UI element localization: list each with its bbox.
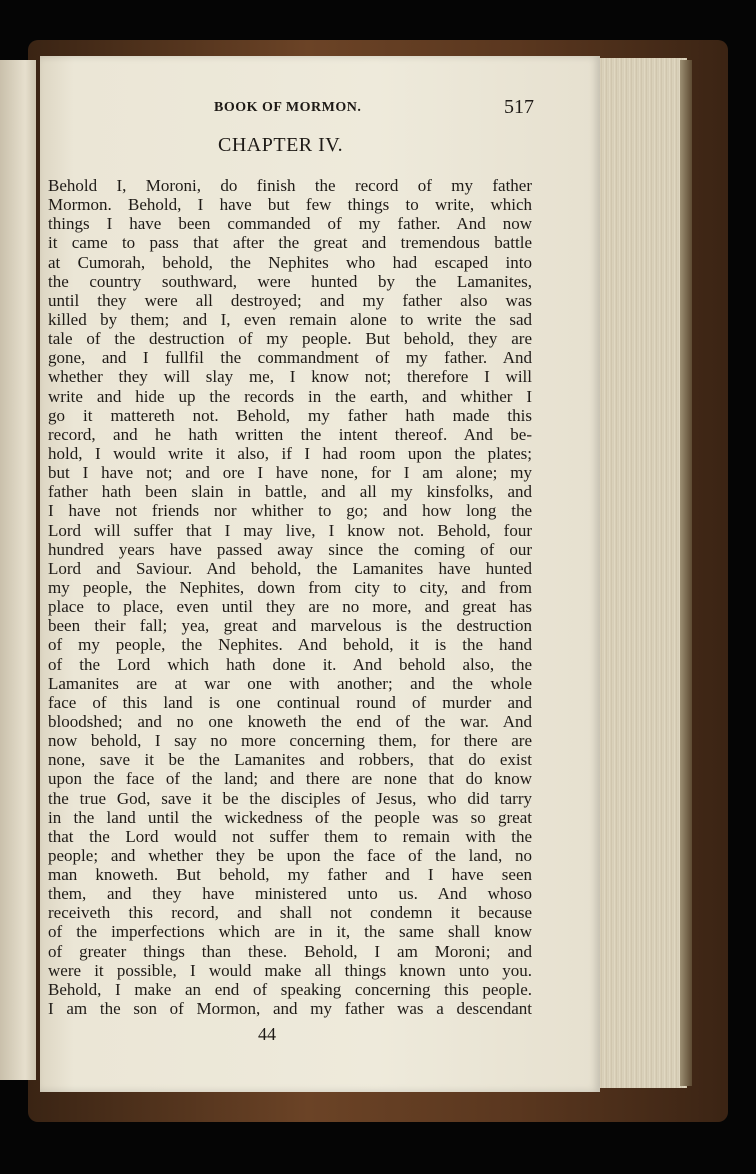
text-line: but I have not; and ore I have none, for I am alone; my [48,463,532,483]
text-line: record, and he hath written the intent thereof. And be- [48,424,532,444]
text-line: I am the son of Mormon, and my father was a descendant [48,999,532,1019]
chapter-body-text [48,176,532,1018]
text-line: in the land until the wickedness of the people was so great [48,807,532,827]
text-line: go it mattereth not. Behold, my father hath made this [48,405,532,425]
signature-mark: 44 [258,1024,276,1044]
text-line: Behold, I make an end of speaking concerning this people. [48,979,532,999]
text-line: receiveth this record, and shall not condemn it because [48,903,532,923]
text-line: father hath been slain in battle, and all my kinsfolks, and [48,482,532,502]
text-line: place to place, even until they are no more, and great has [48,597,532,617]
text-line: hold, I would write it also, if I had room upon the plates; [48,443,532,463]
chapter-title: CHAPTER IV. [218,134,344,156]
text-line: killed by them; and I, even remain alone to write the sad [48,309,532,329]
text-line: it came to pass that after the great and tremendous battle [48,233,532,253]
text-line: at Cumorah, behold, the Nephites who had escaped into [48,252,532,272]
text-line: of greater things than these. Behold, I am Moroni; and [48,941,532,961]
text-line: until they were all destroyed; and my father also was [48,290,532,310]
text-line: bloodshed; and no one knoweth the end of the war. And [48,711,532,731]
page-stack-shadow [680,60,692,1086]
text-line: Lord will suffer that I may live, I know not. Behold, four [48,520,532,540]
text-line: Lord and Saviour. And behold, the Lamanites have hunted [48,558,532,578]
text-line: write and hide up the records in the earth, and whither I [48,386,532,406]
text-line: hundred years have passed away since the coming of our [48,539,532,559]
text-line: them, and they have ministered unto us. And whoso [48,884,532,904]
text-line: the true God, save it be the disciples of Jesus, who did tarry [48,788,532,808]
text-line: none, save it be the Lamanites and robbers, that do exist [48,750,532,770]
text-line: face of this land is one continual round of murder and [48,692,532,712]
left-page-edge [0,60,36,1080]
text-line: were it possible, I would make all things known unto you. [48,960,532,980]
text-line: the country southward, were hunted by the Lamanites, [48,271,532,291]
text-line: gone, and I fullfil the commandment of my father. And [48,348,532,368]
running-head: BOOK OF MORMON. [214,100,362,115]
text-line: man knoweth. But behold, my father and I have seen [48,865,532,885]
text-line: of the Lord which hath done it. And behold also, the [48,654,532,674]
text-line: now behold, I say no more concerning them, for there are [48,731,532,751]
text-line: I have not friends nor whither to go; and how long the [48,501,532,521]
page-stack-edge [592,58,687,1088]
text-line: upon the face of the land; and there are none that do know [48,769,532,789]
text-line: tale of the destruction of my people. But behold, they are [48,329,532,349]
text-line: Behold I, Moroni, do finish the record of my father [48,176,532,195]
text-line: of the imperfections which are in it, the same shall know [48,922,532,942]
text-line: whether they will slay me, I know not; therefore I will [48,367,532,387]
text-line: been their fall; yea, great and marvelous is the destruction [48,616,532,636]
text-line: people; and whether they be upon the face of the land, no [48,845,532,865]
text-line: my people, the Nephites, down from city to city, and from [48,577,532,597]
text-line: that the Lord would not suffer them to remain with the [48,826,532,846]
page-number: 517 [504,96,534,118]
text-line: of my people, the Nephites. And behold, it is the hand [48,635,532,655]
text-line: Mormon. Behold, I have but few things to write, which [48,195,532,215]
text-line: Lamanites are at war one with another; and the whole [48,673,532,693]
text-line: things I have been commanded of my father. And now [48,214,532,234]
